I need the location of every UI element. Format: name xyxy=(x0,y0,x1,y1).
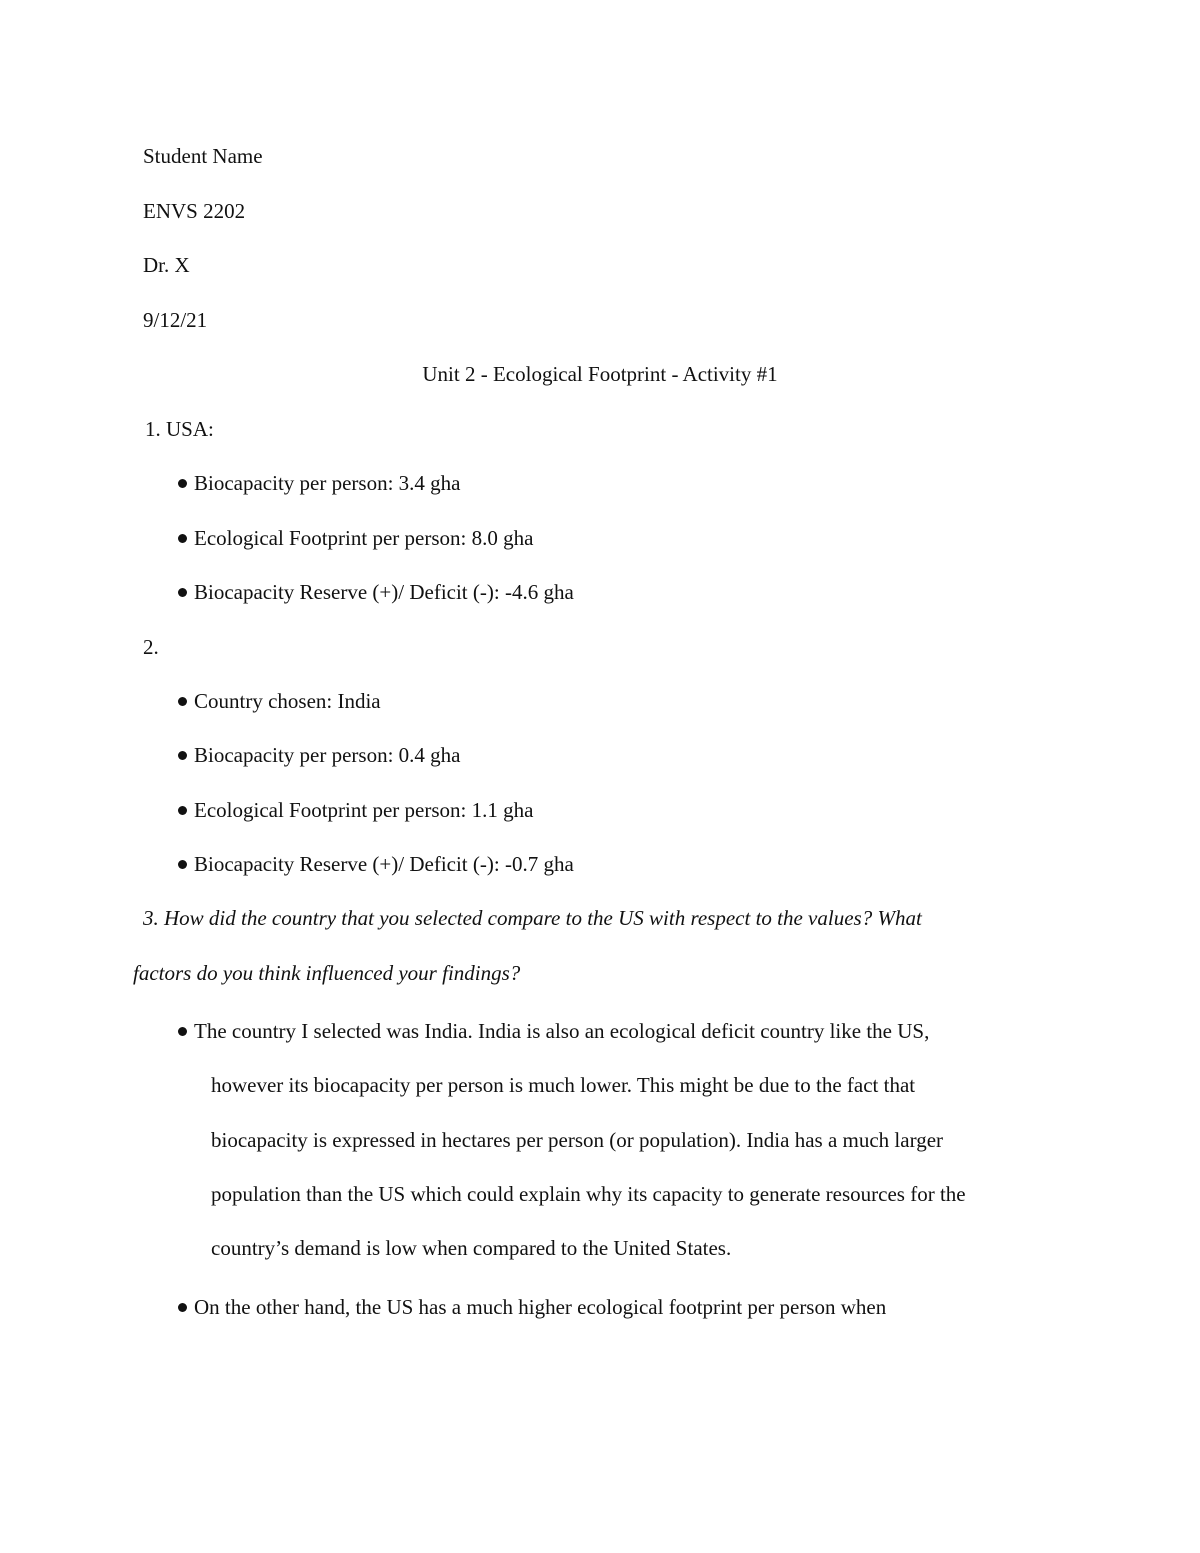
list-item-text: Biocapacity per person: 0.4 gha xyxy=(194,743,461,767)
list-item xyxy=(178,691,381,712)
paragraph-line: country’s demand is low when compared to the United States. xyxy=(211,1236,732,1260)
bullet-icon xyxy=(178,751,187,760)
question-3-line-1 xyxy=(143,908,922,929)
question-1-label: 1. USA: xyxy=(145,417,214,441)
list-item xyxy=(178,582,574,603)
list-item xyxy=(178,854,574,875)
list-item-text: The country I selected was India. India is also an ecological deficit country like the US, xyxy=(194,1019,930,1043)
bullet-icon xyxy=(178,479,187,488)
list-item-text: Biocapacity Reserve (+)/ Deficit (-): -0.7 gha xyxy=(194,852,574,876)
list-item xyxy=(178,473,461,494)
bullet-icon xyxy=(178,860,187,869)
list-item xyxy=(178,745,461,766)
list-item xyxy=(178,1021,929,1042)
bullet-icon xyxy=(178,534,187,543)
paragraph-line: population than the US which could explain why its capacity to generate resources for the xyxy=(211,1182,966,1206)
instructor-name: Dr. X xyxy=(143,253,190,277)
list-item-text: On the other hand, the US has a much higher ecological footprint per person when xyxy=(194,1295,887,1319)
list-item-text: Country chosen: India xyxy=(194,689,381,713)
list-item-text: Biocapacity Reserve (+)/ Deficit (-): -4.6 gha xyxy=(194,580,574,604)
bullet-icon xyxy=(178,588,187,597)
document-title: Unit 2 - Ecological Footprint - Activity #1 xyxy=(422,362,778,386)
list-item-text: Ecological Footprint per person: 8.0 gha xyxy=(194,526,534,550)
list-item-text: Biocapacity per person: 3.4 gha xyxy=(194,471,461,495)
date: 9/12/21 xyxy=(143,308,208,332)
list-item-text: Ecological Footprint per person: 1.1 gha xyxy=(194,798,534,822)
paragraph-line: biocapacity is expressed in hectares per person (or population). India has a much larger xyxy=(211,1128,944,1152)
bullet-icon xyxy=(178,1303,187,1312)
bullet-icon xyxy=(178,697,187,706)
bullet-icon xyxy=(178,806,187,815)
course-code: ENVS 2202 xyxy=(143,199,246,223)
question-3-number: 3. xyxy=(143,906,159,930)
list-item xyxy=(178,800,533,821)
list-item xyxy=(178,1297,886,1318)
question-3-text: How did the country that you selected compare to the US with respect to the values? What xyxy=(158,906,922,930)
list-item xyxy=(178,528,533,549)
question-3-line-2: factors do you think influenced your findings? xyxy=(133,961,521,985)
paragraph-line: however its biocapacity per person is much lower. This might be due to the fact that xyxy=(211,1073,916,1097)
bullet-icon xyxy=(178,1027,187,1036)
student-name: Student Name xyxy=(143,144,263,168)
question-2-label: 2. xyxy=(143,635,159,659)
